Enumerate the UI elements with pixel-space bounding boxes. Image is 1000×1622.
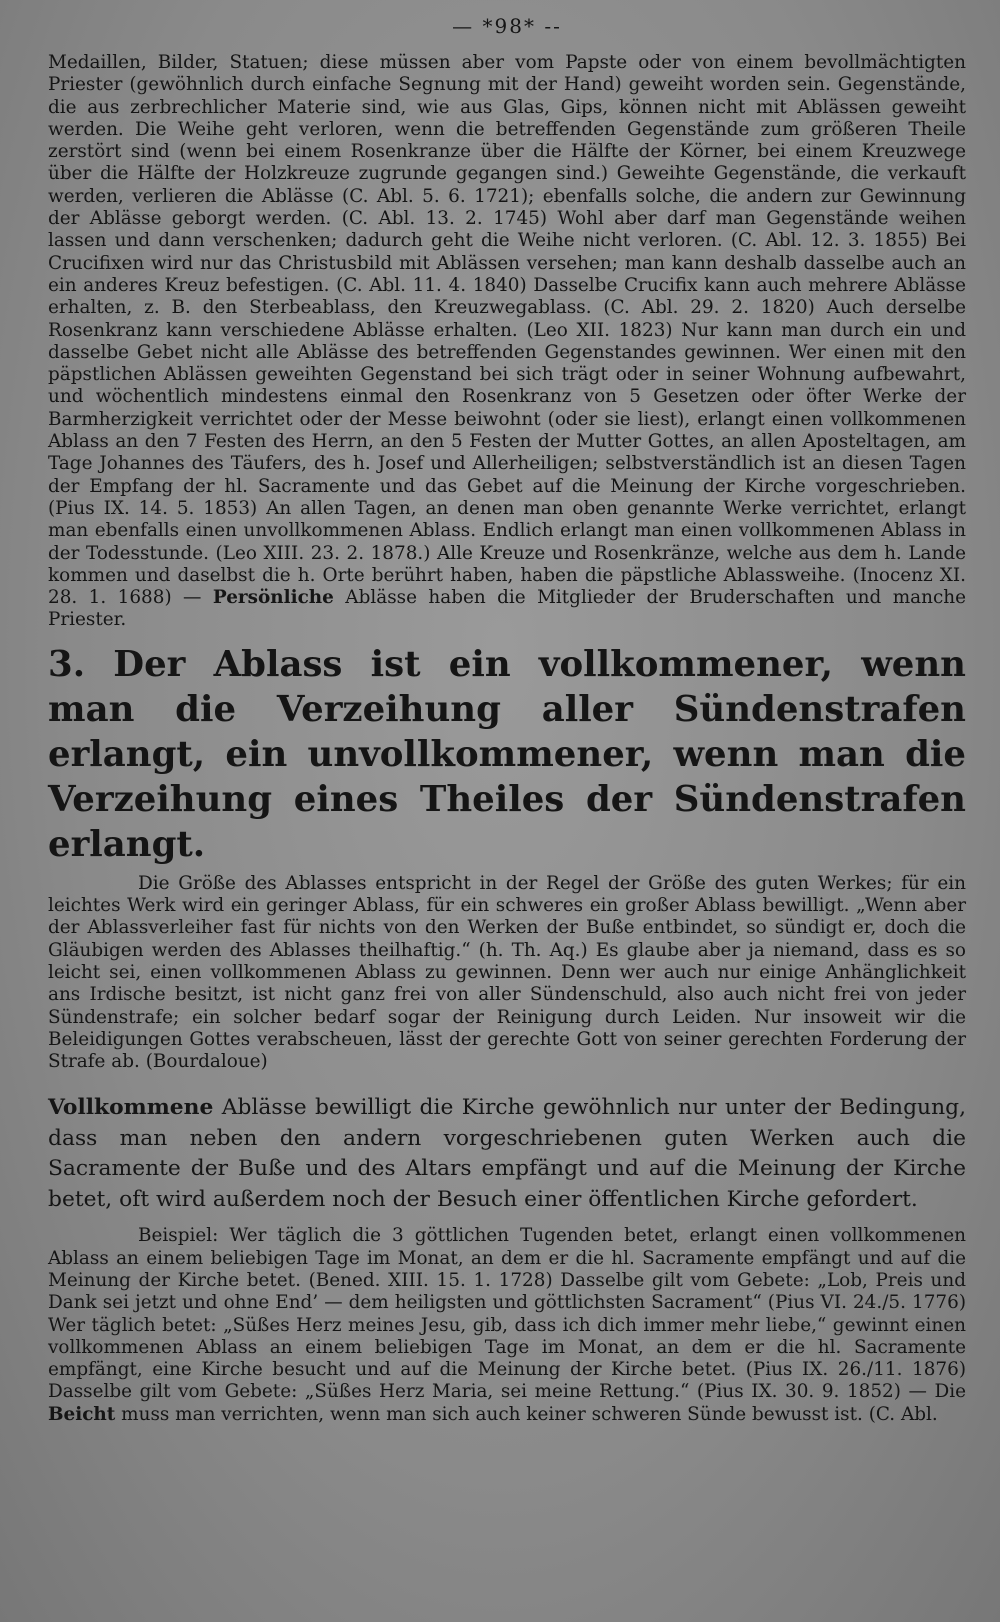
- paragraph-size-of-indulgence: Die Größe des Ablasses entspricht in der Regel der Größe des guten Werkes; für ein leichtes Werk wird ein geringer Ablass, für ein schweres ein großer Ablass bewilligt. „Wenn aber der Ablassverleiher fast für nichts von den Werken der Buße entbindet, so sündigt er, doch die Gläubigen werden des Ablasses theilhaftig.“ (h. Th. Aq.) Es glaube aber ja niemand, dass es so leicht sei, einen vollkommenen Ablass zu gewinnen. Denn wer auch nur einige Anhänglichkeit ans Irdische besitzt, ist nicht ganz frei von aller Sündenschuld, also auch nicht frei von jeder Sündenstrafe; ein solcher bedarf sogar der Reinigung durch Leiden. Nur insoweit wir die Beleidigungen Gottes verabscheuen, lässt der gerechte Gott von seiner gerechten Forderung der Strafe ab. (Bourdaloue): [48, 872, 966, 1073]
- paragraph-consecration: [48, 52, 966, 632]
- paragraph-text-end: muss man verrichten, wenn man sich auch keiner schweren Sünde bewusst ist. (C. Abl.: [121, 1403, 938, 1425]
- bold-term-personal: Persönliche: [212, 587, 334, 609]
- paragraph-text-end: Ablässe haben die Mitglieder der Bruderschaften und manche Priester.: [48, 587, 967, 631]
- bold-term-confession: Beicht: [48, 1403, 116, 1425]
- paragraph-plenary-conditions: [48, 1093, 966, 1215]
- paragraph-text: Beispiel: Wer täglich die 3 göttlichen Tugenden betet, erlangt einen vollkommenen Ablass an einem beliebigen Tage im Monat, an dem er die hl. Sacramente empfängt und auf die Meinung der Kirche betet. (Bened. XIII. 15. 1. 1728) Dasselbe gilt vom Gebete: „Lob, Preis und Dank sei jetzt und ohne End’ — dem heiligsten und göttlichsten Sacrament“ (Pius VI. 24./5. 1776) Wer täglich betet: „Süßes Herz meines Jesu, gib, dass ich dich immer mehr liebe,“ gewinnt einen vollkommenen Ablass an einem beliebigen Tage im Monat, an dem er die hl. Sacramente empfängt, eine Kirche besucht und auf die Meinung der Kirche betet. (Pius IX. 26./11. 1876) Dasselbe gilt vom Gebete: „Süßes Herz Maria, sei meine Rettung.“ (Pius IX. 30. 9. 1852) — Die: [48, 1225, 966, 1403]
- page-number: — *98* --: [452, 14, 562, 38]
- paragraph-example: [48, 1225, 966, 1426]
- bold-term-plenary: Vollkommene: [48, 1095, 214, 1121]
- section-heading: 3. Der Ablass ist ein vollkommener, wenn man die Verzeihung aller Sündenstrafen erlangt, ein unvollkommener, wenn man die Verzeihung eines Theiles der Sündenstrafen erlangt.: [48, 643, 966, 865]
- paragraph-text: Ablässe bewilligt die Kirche gewöhnlich nur unter der Bedingung, dass man neben den andern vorgeschriebenen guten Werken auch die Sacramente der Buße und des Altars empfängt und auf die Meinung der Kirche betet, oft wird außerdem noch der Besuch einer öffentlichen Kirche gefordert.: [48, 1095, 966, 1212]
- paragraph-text: Medaillen, Bilder, Statuen; diese müssen aber vom Papste oder von einem bevollmächtigten Priester (gewöhnlich durch einfache Segnung mit der Hand) geweiht worden sein. Gegenstände, die aus zerbrechlicher Materie sind, wie aus Glas, Gips, können nicht mit Ablässen geweiht werden. Die Weihe geht verloren, wenn die betreffenden Gegenstände zum größeren Theile zerstört sind (wenn bei einem Rosenkranze über die Hälfte der Körner, bei einem Kreuzwege über die Hälfte der Holzkreuze zugrunde gegangen sind.) Geweihte Gegenstände, die verkauft werden, verlieren die Ablässe (C. Abl. 5. 6. 1721); ebenfalls solche, die andern zur Gewinnung der Ablässe geborgt werden. (C. Abl. 13. 2. 1745) Wohl aber darf man Gegenstände weihen lassen und dann verschenken; dadurch geht die Weihe nicht verloren. (C. Abl. 12. 3. 1855) Bei Crucifixen wird nur das Christusbild mit Ablässen versehen; man kann deshalb dasselbe auch an ein anderes Kreuz befestigen. (C. Abl. 11. 4. 1840) Dasselbe Crucifix kann auch mehrere Ablässe erhalten, z. B. den Sterbeablass, den Kreuzwegablass. (C. Abl. 29. 2. 1820) Auch derselbe Rosenkranz kann verschiedene Ablässe erhalten. (Leo XII. 1823) Nur kann man durch ein und dasselbe Gebet nicht alle Ablässe des betreffenden Gegenstandes gewinnen. Wer einen mit den päpstlichen Ablässen geweihten Gegenstand bei sich trägt oder in seiner Wohnung aufbewahrt, und wöchentlich mindestens einmal den Rosenkranz von 5 Gesetzen oder öfter Werke der Barmherzigkeit verrichtet oder der Messe beiwohnt (oder sie liest), erlangt einen vollkommenen Ablass an den 7 Festen des Herrn, an den 5 Festen der Mutter Gottes, an allen Aposteltagen, am Tage Johannes des Täufers, des h. Josef und Allerheiligen; selbstverständlich ist an diesen Tagen der Empfang der hl. Sacramente und das Gebet auf die Meinung der Kirche vorgeschrieben. (Pius IX. 14. 5. 1853) An allen Tagen, an denen man oben genannte Werke verrichtet, erlangt man ebenfalls einen unvollkommenen Ablass. Endlich erlangt man einen vollkommenen Ablass in der Todesstunde. (Leo XIII. 23. 2. 1878.) Alle Kreuze und Rosenkränze, welche aus dem h. Lande kommen und daselbst die h. Orte berührt haben, haben die päpstliche Ablassweihe. (Inocenz XI. 28. 1. 1688) —: [48, 52, 966, 609]
- spacer: [48, 1073, 966, 1093]
- spacer: [48, 1215, 966, 1225]
